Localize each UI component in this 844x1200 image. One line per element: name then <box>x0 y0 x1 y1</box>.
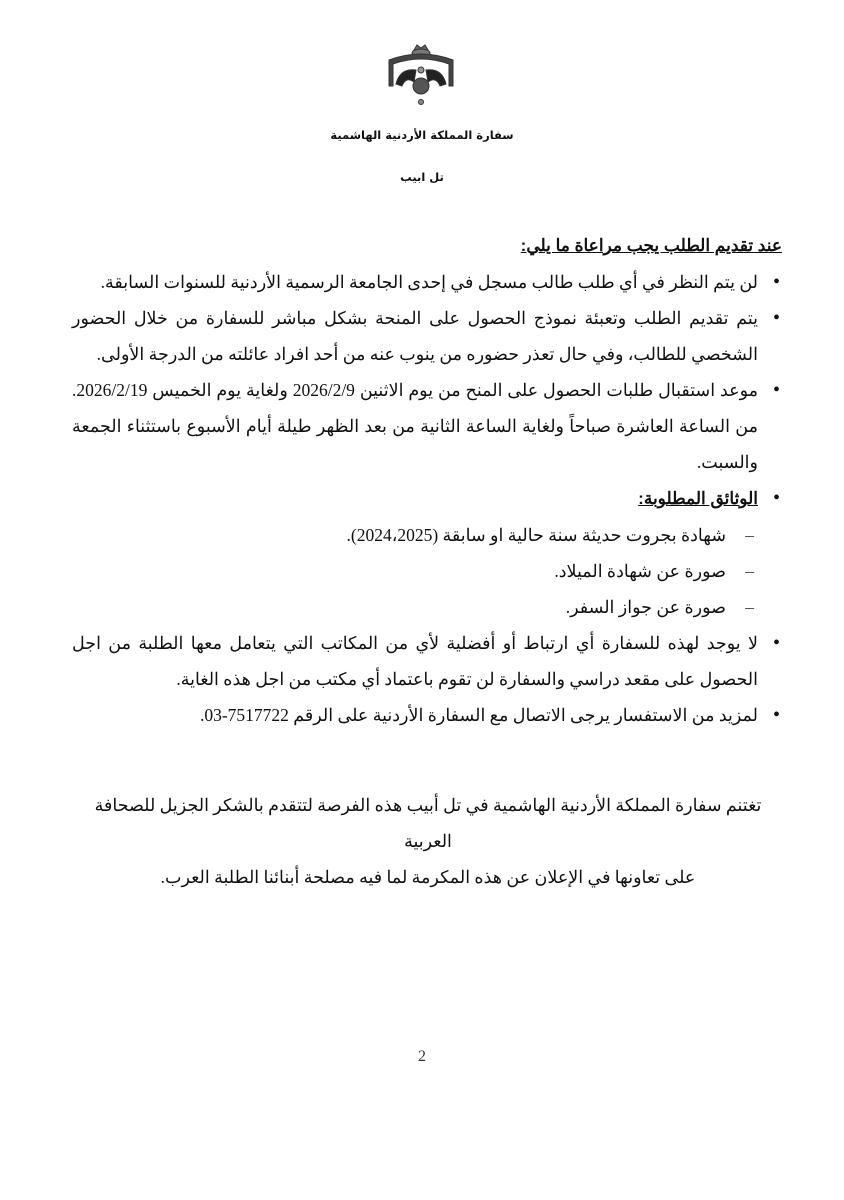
document-item: – صورة عن جواز السفر. <box>72 589 784 625</box>
documents-heading: الوثائق المطلوبة: <box>638 489 758 508</box>
document-item: – صورة عن شهادة الميلاد. <box>72 553 784 589</box>
bullet-item: • موعد استقبال طلبات الحصول على المنح من يوم الاثنين 2026/2/9 ولغاية يوم الخميس 2026/2/19. من الساعة العاشرة صباحاً ولغاية الساعة الثانية من بعد الظهر طيلة أيام الأسبوع باستثناء الجمعة والسبت. <box>72 372 784 480</box>
embassy-city: تل ابيب <box>400 170 444 184</box>
documents-bullet <box>72 480 784 517</box>
closing-line: تغتنم سفارة المملكة الأردنية الهاشمية في تل أبيب هذه الفرصة لتتقدم بالشكر الجزيل للصحافة العربية <box>94 795 762 851</box>
document-body <box>72 232 784 733</box>
page-number: 2 <box>418 1048 426 1065</box>
royal-emblem-icon <box>386 44 456 108</box>
bullet-item: • لمزيد من الاستفسار يرجى الاتصال مع السفارة الأردنية على الرقم 7517722-03. <box>72 697 784 733</box>
bullet-item: • لن يتم النظر في أي طلب طالب مسجل في إحدى الجامعة الرسمية الأردنية للسنوات السابقة. <box>72 264 784 300</box>
bullet-item: • يتم تقديم الطلب وتعبئة نموذج الحصول على المنحة بشكل مباشر للسفارة من خلال الحضور الشخصي للطالب، وفي حال تعذر حضوره من ينوب عنه من أحد افراد عائلته من الدرجة الأولى. <box>72 300 784 372</box>
closing-line: على تعاونها في الإعلان عن هذه المكرمة لما فيه مصلحة أبنائنا الطلبة العرب. <box>160 867 696 887</box>
bullet-item: • لا يوجد لهذه للسفارة أي ارتباط أو أفضلية لأي من المكاتب التي يتعامل معها الطلبة من اجل الحصول على مقعد دراسي والسفارة لن تقوم باعتماد أي مكتب من اجل هذه الغاية. <box>72 625 784 697</box>
closing-paragraph <box>72 787 784 895</box>
embassy-name: سفارة المملكة الأردنية الهاشمية <box>330 128 514 142</box>
document-item: – شهادة بجروت حديثة سنة حالية او سابقة (2024،2025). <box>72 517 784 553</box>
section-heading: عند تقديم الطلب يجب مراعاة ما يلي: <box>520 236 782 255</box>
